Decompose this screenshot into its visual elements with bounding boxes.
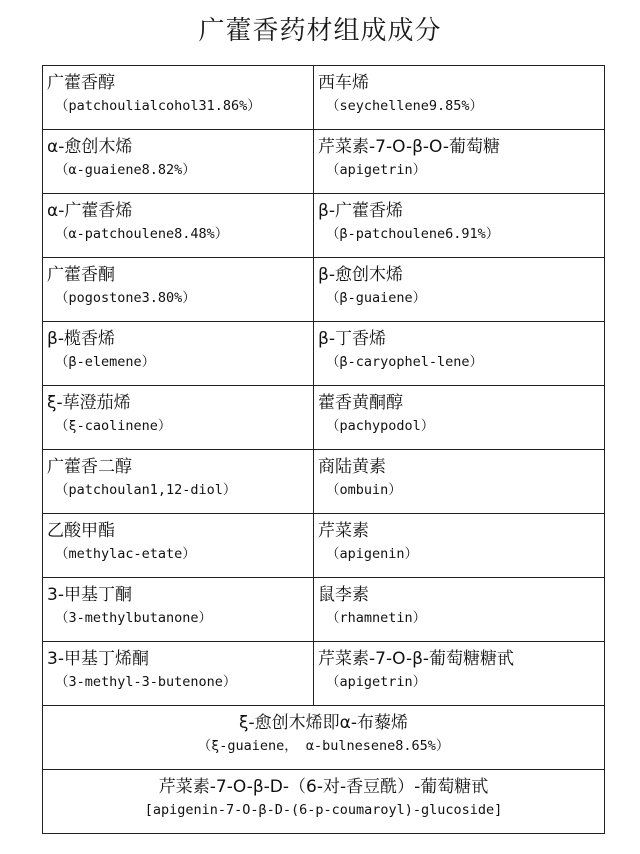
table-cell	[43, 450, 314, 514]
compound-name-en: （β-elemene）	[55, 354, 156, 370]
compound-name-cn: 西车烯	[318, 73, 369, 93]
table-row	[43, 194, 605, 258]
compound-name-cn: β-榄香烯	[47, 329, 115, 349]
table-cell	[314, 194, 605, 258]
compound-name-en: （3-methyl-3-butenone）	[55, 674, 237, 690]
table-cell	[314, 578, 605, 642]
table-row	[43, 578, 605, 642]
compound-name-en: （apigetrin）	[326, 162, 427, 178]
compound-name-cn: 广藿香二醇	[47, 457, 132, 477]
table-cell	[314, 66, 605, 130]
compound-name-en: （ξ-guaiene， α-bulnesene8.65%）	[197, 738, 450, 754]
table-cell	[43, 578, 314, 642]
compound-name-cn: 广藿香酮	[47, 265, 115, 285]
compound-name-en: （β-guaiene）	[326, 290, 427, 306]
compound-name-cn: 3-甲基丁烯酮	[47, 649, 149, 669]
compound-name-en: （ξ-caolinene）	[55, 418, 172, 434]
compound-name-cn: 商陆黄素	[318, 457, 386, 477]
table-row	[43, 514, 605, 578]
table-cell	[314, 450, 605, 514]
compound-name-cn: 芹菜素	[318, 521, 369, 541]
table-cell	[314, 322, 605, 386]
table-cell	[43, 642, 314, 706]
table-cell	[43, 514, 314, 578]
compound-name-cn: 芹菜素-7-O-β-D-（6-对-香豆酰）-葡萄糖甙	[158, 777, 489, 797]
table-cell	[314, 258, 605, 322]
compound-name-cn: 乙酸甲酯	[47, 521, 115, 541]
table-cell	[314, 642, 605, 706]
table-cell-merged	[43, 770, 605, 834]
compound-name-en: （ombuin）	[326, 482, 402, 498]
compound-name-en: （apigetrin）	[326, 674, 427, 690]
compound-name-en: （patchoulialcohol31.86%）	[55, 98, 261, 114]
table-cell	[43, 194, 314, 258]
table-cell	[43, 130, 314, 194]
compound-name-cn: ξ-荜澄茄烯	[47, 393, 131, 413]
table-row	[43, 66, 605, 130]
table-row	[43, 322, 605, 386]
table-row	[43, 642, 605, 706]
table-cell	[43, 66, 314, 130]
compound-name-cn: ξ-愈创木烯即α-布藜烯	[239, 713, 408, 733]
compound-name-cn: 藿香黄酮醇	[318, 393, 403, 413]
table-row	[43, 386, 605, 450]
compound-name-en: （seychellene9.85%）	[326, 98, 484, 114]
table-row	[43, 450, 605, 514]
compound-name-cn: 鼠李素	[318, 585, 369, 605]
compound-name-en: （rhamnetin）	[326, 610, 427, 626]
compound-name-cn: α-广藿香烯	[47, 201, 133, 221]
table-cell	[43, 258, 314, 322]
table-cell-merged	[43, 706, 605, 770]
table-row	[43, 130, 605, 194]
table-cell	[314, 386, 605, 450]
compound-name-en: （apigenin）	[326, 546, 419, 562]
page-title: 广藿香药材组成成分	[198, 16, 442, 46]
compound-name-cn: β-广藿香烯	[318, 201, 403, 221]
compound-name-en: （pachypodol）	[326, 418, 435, 434]
compound-name-en: （β-patchoulene6.91%）	[326, 226, 500, 242]
compound-name-cn: 芹菜素-7-O-β-葡萄糖糖甙	[318, 649, 515, 669]
compound-name-cn: α-愈创木烯	[47, 137, 133, 157]
table-row	[43, 258, 605, 322]
compound-name-cn: 芹菜素-7-O-β-O-葡萄糖	[318, 137, 501, 157]
compound-name-cn: β-丁香烯	[318, 329, 386, 349]
table-cell	[314, 514, 605, 578]
compound-name-en: [apigenin-7-O-β-D-(6-p-coumaroyl)-glucoside]	[144, 802, 503, 818]
compound-name-en: （α-patchoulene8.48%）	[55, 226, 229, 242]
table-row	[43, 706, 605, 770]
compound-name-en: （α-guaiene8.82%）	[55, 162, 196, 178]
table-row	[43, 770, 605, 834]
compound-name-en: （β-caryophel-lene）	[326, 354, 484, 370]
compound-name-cn: 3-甲基丁酮	[47, 585, 132, 605]
compound-name-en: （3-methylbutanone）	[55, 610, 213, 626]
composition-table	[42, 65, 605, 834]
table-cell	[314, 130, 605, 194]
compound-name-en: （methylac-etate）	[55, 546, 196, 562]
compound-name-en: （pogostone3.80%）	[55, 290, 196, 306]
compound-name-cn: β-愈创木烯	[318, 265, 403, 285]
compound-name-cn: 广藿香醇	[47, 73, 115, 93]
table-cell	[43, 322, 314, 386]
table-cell	[43, 386, 314, 450]
compound-name-en: （patchoulan1,12-diol）	[55, 482, 237, 498]
